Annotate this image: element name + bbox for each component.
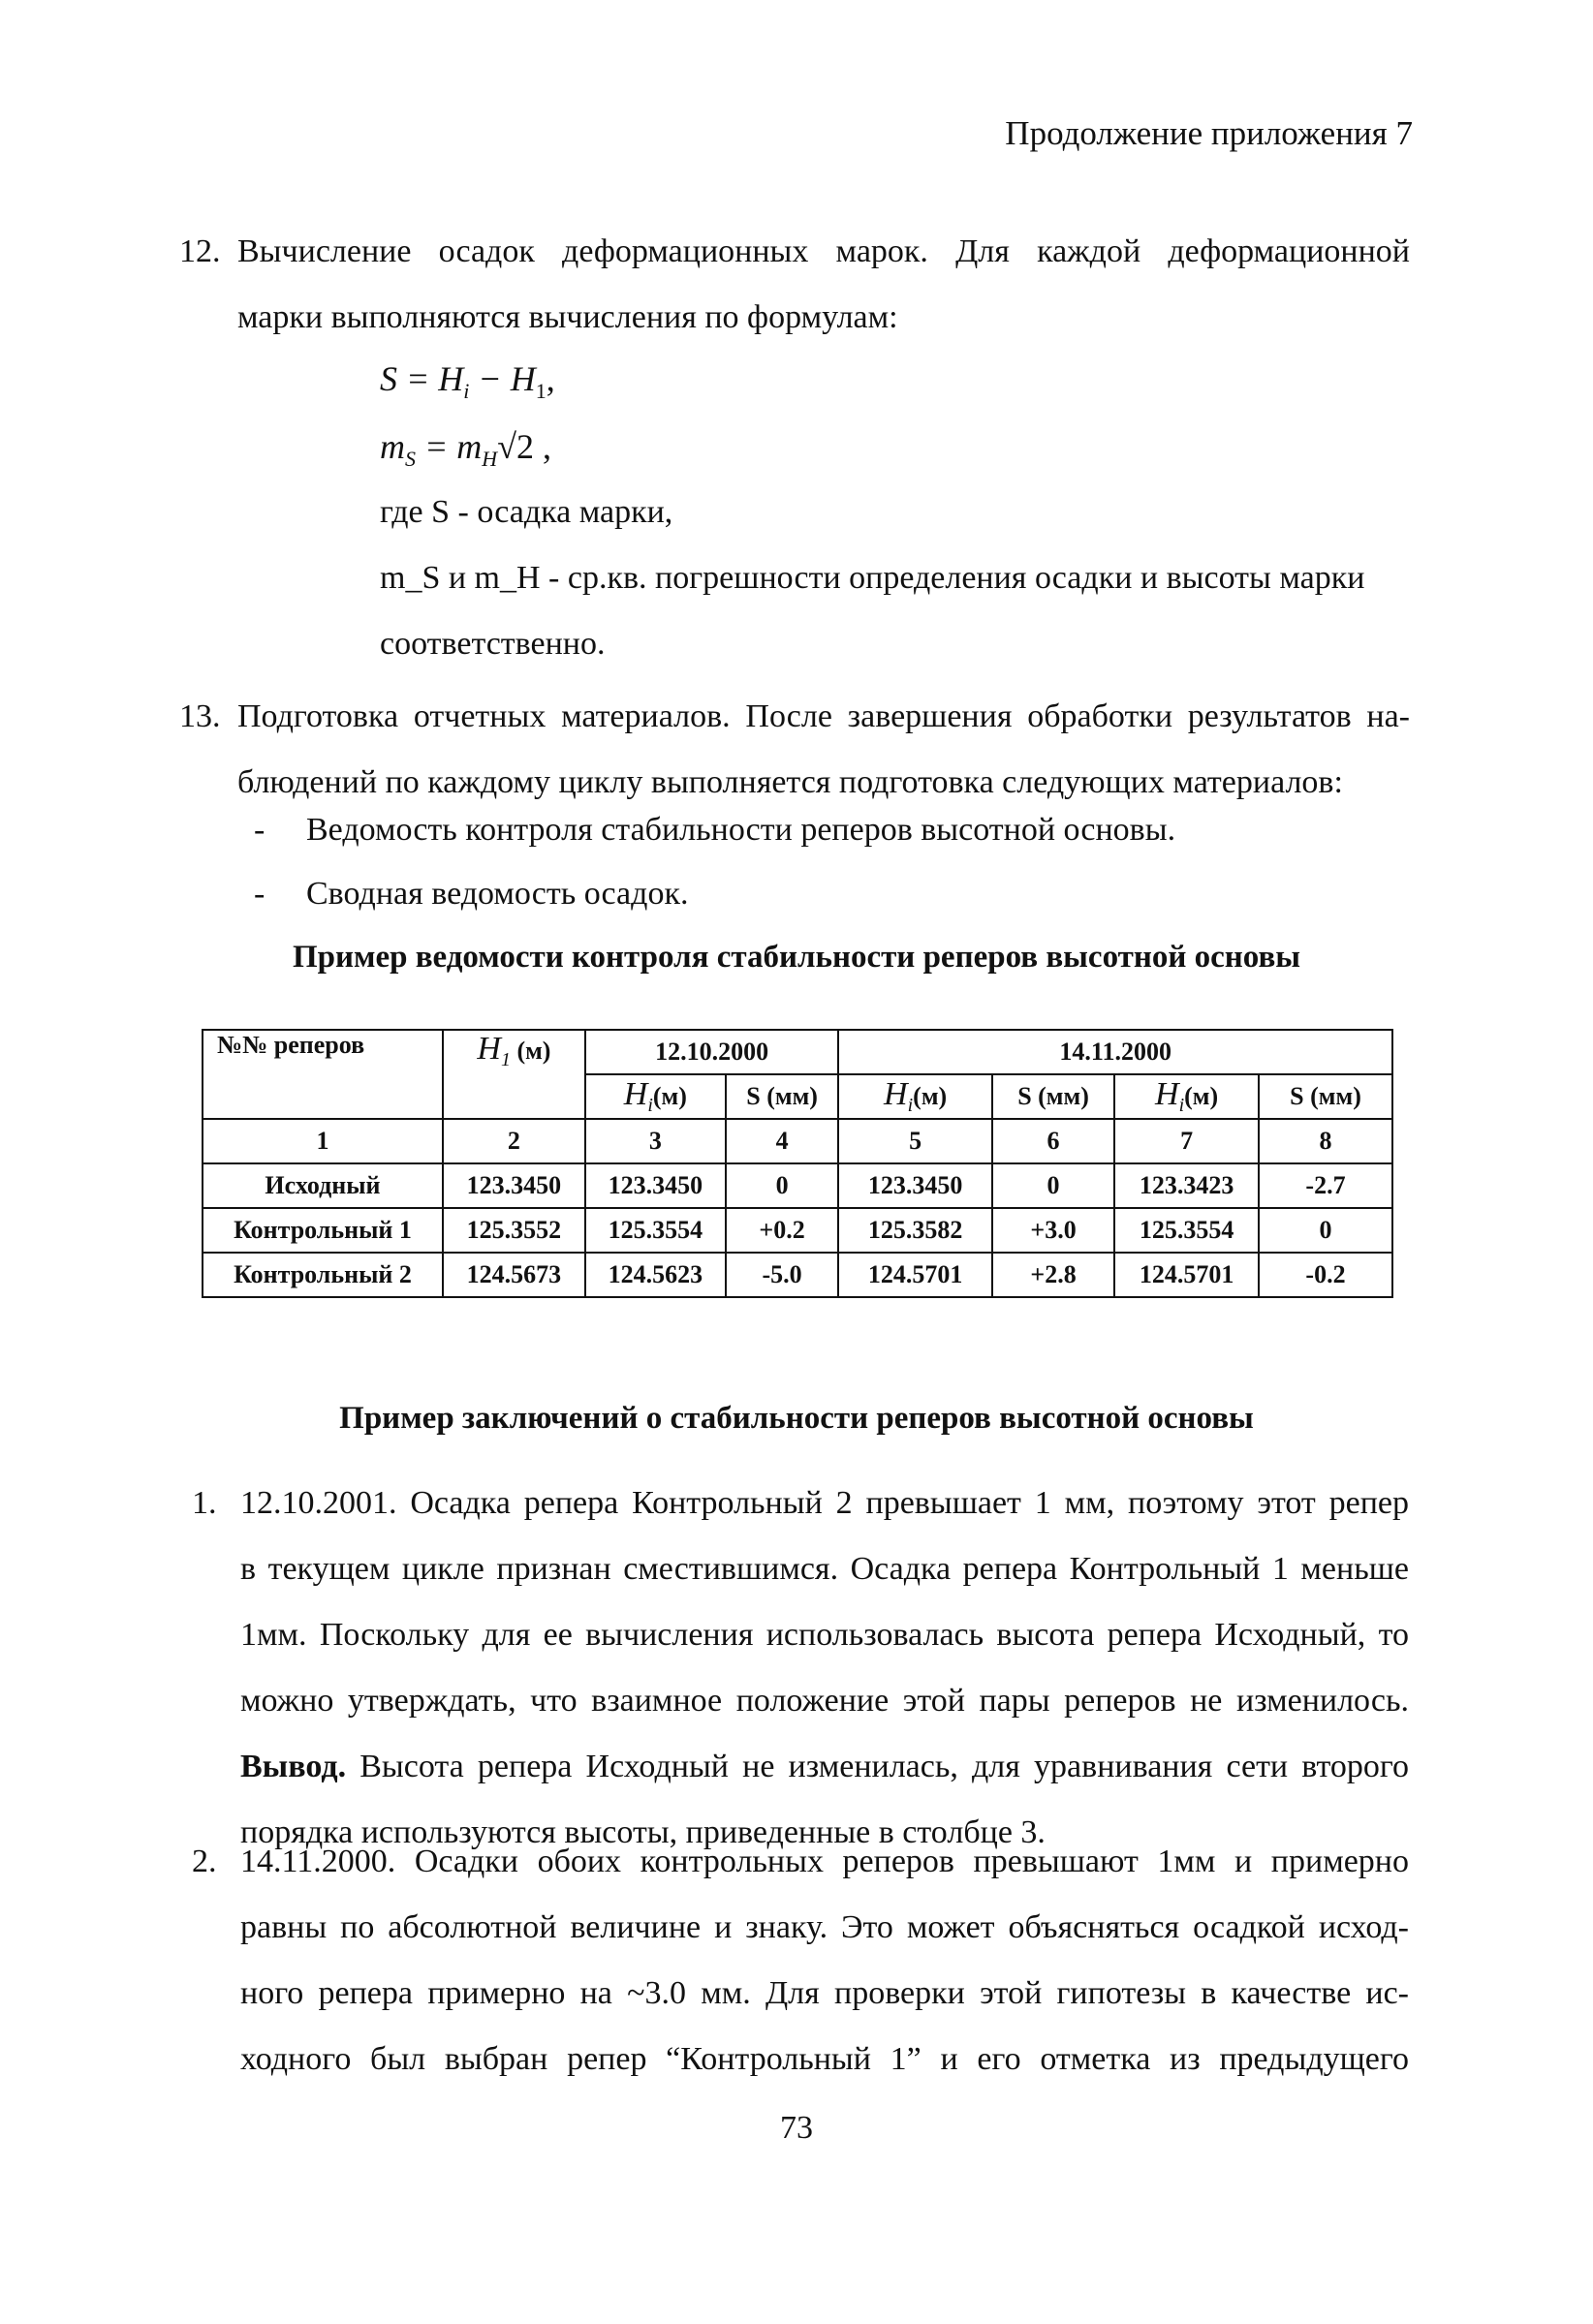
table-cell: 123.3450 [838,1163,992,1208]
hi-unit: (м) [913,1082,948,1110]
conclusions-title: Пример заключений о стабильности реперов высотной основы [339,1401,1254,1436]
conclusion-1-line: в текущем цикле признан сместившимся. Осадка репера Контрольный 1 меньше [240,1551,1409,1587]
col-number: 7 [1114,1119,1259,1163]
conclusion-1-line: порядка используются высоты, приведенные в столбце 3. [240,1814,1046,1850]
col-number: 6 [992,1119,1114,1163]
table-row [203,1253,1392,1297]
table-cell: 124.5701 [1114,1253,1259,1297]
table-cell: Контрольный 2 [203,1253,443,1297]
table-cell: 0 [1259,1208,1392,1253]
conclusion-2-line: равны по абсолютной величине и знаку. Это может объясняться осадкой исход- [240,1909,1409,1945]
conclusion-2-number: 2. [192,1844,217,1879]
list-item: - Ведомость контроля стабильности реперов высотной основы. [254,812,1176,848]
formula-error: $m_S = m_H√2$ , [380,427,551,471]
hi-header: $H_i(м)$ [838,1074,992,1119]
table-cell: -0.2 [1259,1253,1392,1297]
table-row [203,1163,1392,1208]
table-cell: 124.5701 [838,1253,992,1297]
conclusion-1-paragraph [192,1471,1409,1866]
ms-mh-line: m_S и m_H - ср.кв. погрешности определения осадки и высоты марки [380,560,1365,596]
table-cell: -2.7 [1259,1163,1392,1208]
col-number: 4 [726,1119,839,1163]
list-item: - Сводная ведомость осадок. [254,876,689,912]
list-item-text: Ведомость контроля стабильности реперов высотной основы. [306,812,1176,848]
hi-header: $H_i(м)$ [585,1074,726,1119]
table-row [203,1208,1392,1253]
verdict-text: Высота репера Исходный не изменилась, для уравнивания сети второго [346,1749,1409,1784]
section-12-line-2: марки выполняются вычисления по формулам: [237,299,898,335]
col-h1-unit: (м) [516,1037,551,1065]
table-cell: -5.0 [726,1253,839,1297]
section-13-line-1: Подготовка отчетных материалов. После завершения обработки результатов на- [237,698,1410,734]
table-cell: 125.3554 [585,1208,726,1253]
conclusion-1-line: 12.10.2001. Осадка репера Контрольный 2 превышает 1 мм, поэтому этот репер [240,1485,1409,1521]
where-line: где S - осадка марки, [380,494,673,530]
col-reper-label: №№ реперов [217,1031,365,1059]
list-item-text: Сводная ведомость осадок. [306,876,689,912]
s-header: S (мм) [726,1074,839,1119]
formula-settlement: $S = H_i - H_1$, [380,359,555,403]
running-header: Продолжение приложения 7 [1005,114,1413,152]
s-header: S (мм) [992,1074,1114,1119]
conclusion-2-line: ного репера примерно на ~3.0 мм. Для проверки этой гипотезы в качестве ис- [240,1975,1409,2011]
col-number: 2 [443,1119,585,1163]
date2-header: 14.11.2000 [838,1030,1392,1074]
benchmark-stability-table [202,1029,1393,1298]
table-cell: +2.8 [992,1253,1114,1297]
table-cell: Исходный [203,1163,443,1208]
hi-unit: (м) [652,1082,687,1110]
conclusion-1-number: 1. [192,1485,217,1521]
col-number: 3 [585,1119,726,1163]
table-header-row [203,1030,1392,1074]
conclusion-1-line: 1мм. Поскольку для ее вычисления использовалась высота репера Исходный, то [240,1617,1409,1653]
section-12-line-1: Вычисление осадок деформационных марок. Для каждой деформационной [237,233,1410,269]
page-number: 73 [780,2110,813,2146]
section-13-number: 13. [179,698,221,734]
table-cell: 125.3552 [443,1208,585,1253]
col-reper-header [203,1030,443,1119]
col-number: 8 [1259,1119,1392,1163]
section-12-number: 12. [179,233,221,269]
table-cell: +0.2 [726,1208,839,1253]
conclusion-1-line: можно утверждать, что взаимное положение этой пары реперов не изменилось. [240,1683,1409,1719]
col-number: 5 [838,1119,992,1163]
table-column-numbers-row [203,1119,1392,1163]
col-number: 1 [203,1119,443,1163]
date1-header: 12.10.2000 [585,1030,838,1074]
table-cell: +3.0 [992,1208,1114,1253]
table-cell: 123.3450 [585,1163,726,1208]
conclusion-2-line: ходного был выбран репер “Контрольный 1” и его отметка из предыдущего [240,2041,1409,2077]
s-header: S (мм) [1259,1074,1392,1119]
table-cell: 124.5623 [585,1253,726,1297]
col-h1-header: $H_1$ (м) [443,1030,585,1119]
verdict-label: Вывод. [240,1749,347,1784]
table-cell: Контрольный 1 [203,1208,443,1253]
table-cell: 0 [726,1163,839,1208]
table-cell: 123.3423 [1114,1163,1259,1208]
hi-unit: (м) [1184,1082,1219,1110]
section-13-paragraph [179,684,1410,816]
table-title: Пример ведомости контроля стабильности реперов высотной основы [292,940,1301,975]
table-cell: 125.3554 [1114,1208,1259,1253]
table-cell: 125.3582 [838,1208,992,1253]
table-cell: 0 [992,1163,1114,1208]
hi-header: $H_i(м)$ [1114,1074,1259,1119]
section-13-line-2: блюдений по каждому циклу выполняется подготовка следующих материалов: [237,764,1343,800]
table-cell: 123.3450 [443,1163,585,1208]
respectively-line: соответственно. [380,626,606,662]
conclusion-1-verdict-line [240,1734,1409,1800]
conclusion-2-line: 14.11.2000. Осадки обоих контрольных реперов превышают 1мм и примерно [240,1844,1409,1879]
section-12-paragraph [179,219,1410,351]
table-cell: 124.5673 [443,1253,585,1297]
conclusion-2-paragraph [192,1829,1409,2092]
